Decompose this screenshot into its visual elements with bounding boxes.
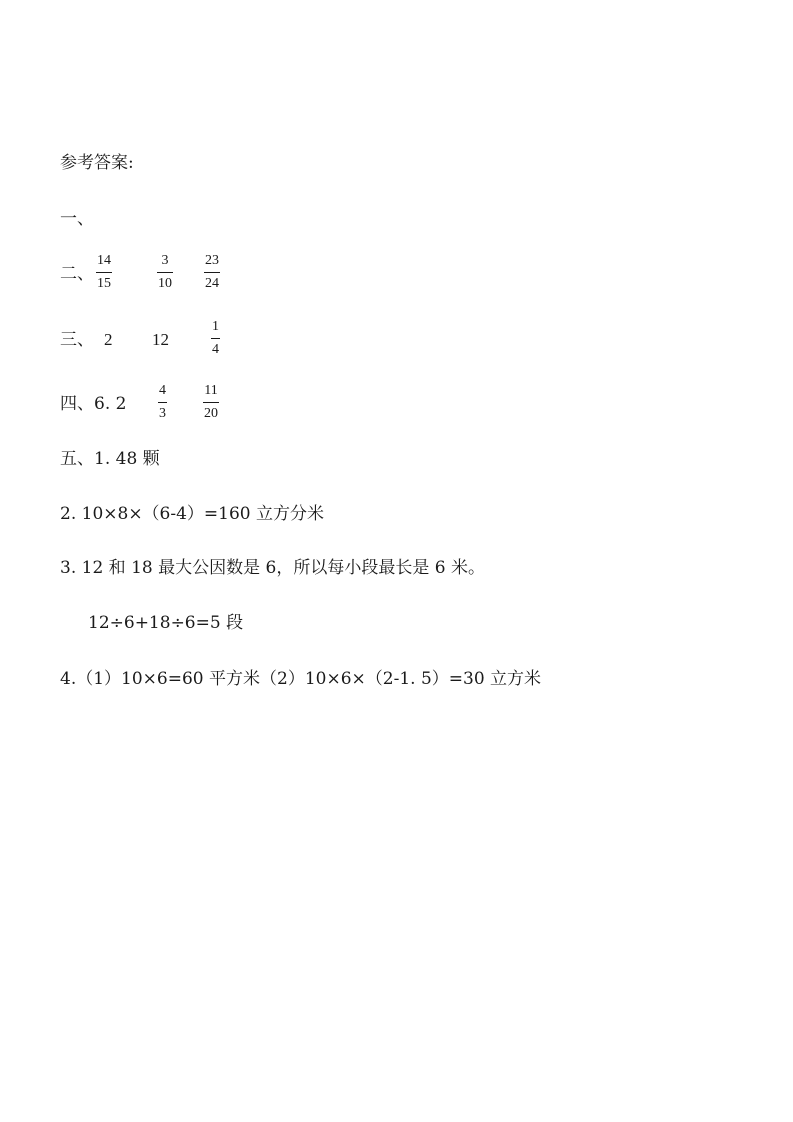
fraction-numerator: 3 <box>161 253 169 268</box>
fraction <box>203 382 219 423</box>
fraction-denominator: 10 <box>158 276 172 291</box>
fraction-denominator: 20 <box>204 406 218 421</box>
fraction <box>158 382 167 423</box>
fraction-numerator: 14 <box>97 253 111 268</box>
fraction-denominator: 24 <box>205 276 219 291</box>
answer-value: 2 <box>104 330 113 349</box>
fraction-bar <box>203 402 219 403</box>
fraction <box>211 318 220 359</box>
fraction <box>157 252 173 293</box>
section-2-label: 二、 <box>60 264 94 284</box>
fraction-bar <box>158 402 167 403</box>
fraction-bar <box>96 272 112 273</box>
fraction <box>204 252 220 293</box>
fraction-numerator: 4 <box>159 383 166 398</box>
section-5-line-1: 五、1. 48 颗 <box>60 449 160 469</box>
fraction-bar <box>157 272 173 273</box>
fraction-numerator: 1 <box>212 319 219 334</box>
fraction-denominator: 15 <box>97 276 111 291</box>
section-3-label: 三、 <box>60 330 94 350</box>
fraction <box>96 252 112 293</box>
section-3 <box>60 318 260 362</box>
fraction-bar <box>204 272 220 273</box>
section-5-line-2: 2. 10×8×（6-4）=160 立方分米 <box>60 504 325 524</box>
fraction-numerator: 11 <box>204 383 218 398</box>
answer-title: 参考答案: <box>60 153 134 173</box>
section-1-label: 一、 <box>60 209 94 229</box>
fraction-numerator: 23 <box>205 253 219 268</box>
section-4-label: 四、6. 2 <box>60 394 127 414</box>
section-5-line-4: 12÷6+18÷6=5 段 <box>88 613 244 633</box>
section-5-line-3: 3. 12 和 18 最大公因数是 6，所以每小段最长是 6 米。 <box>60 558 485 578</box>
answer-value: 12 <box>152 330 169 349</box>
fraction-denominator: 3 <box>159 406 166 421</box>
fraction-bar <box>211 338 220 339</box>
section-5-line-5: 4.（1）10×6=60 平方米（2）10×6×（2-1. 5）=30 立方米 <box>60 669 542 689</box>
section-2 <box>60 252 260 296</box>
section-4 <box>60 382 260 426</box>
fraction-denominator: 4 <box>212 342 219 357</box>
